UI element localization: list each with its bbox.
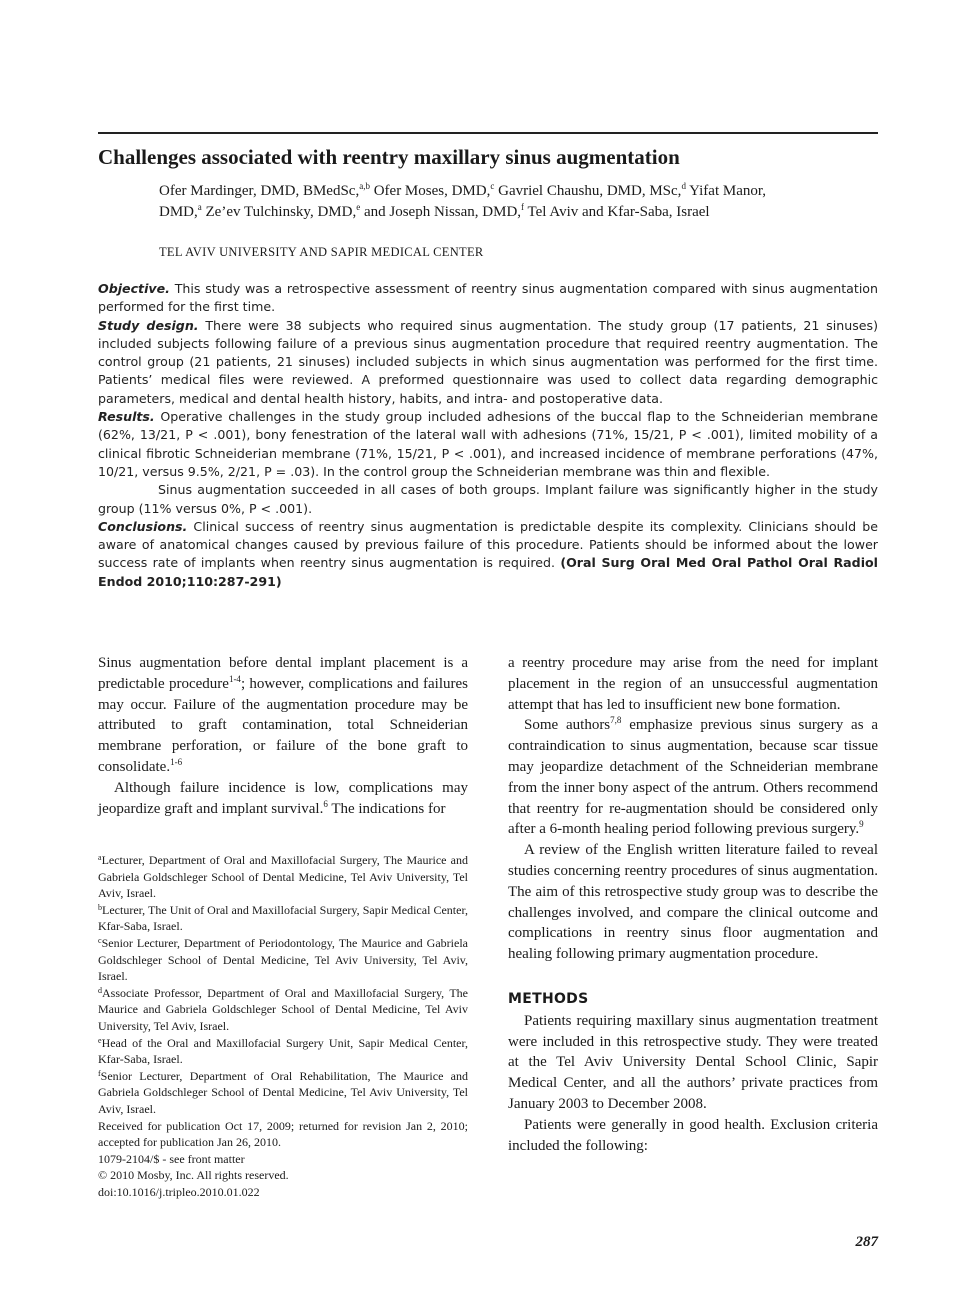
abstract-objective bbox=[98, 280, 878, 317]
abstract-label: Objective. bbox=[98, 281, 170, 296]
abstract-text: There were 38 subjects who required sinus augmentation. The study group (17 patients, 21 sinuses) included subjects following failure of a previous sinus augmentation procedure that required reentry augmentation. The control group (21 patients, 21 sinuses) included subjects in which sinus augmentation was performed for the first time. Patients’ medical files were reviewed. A preformed questionnaire was used to collect data regarding demographic parameters, medical and dental health history, habits, and intra- and postoperative data. bbox=[98, 317, 878, 406]
author-affiliation-mark: d bbox=[681, 181, 686, 191]
author-affiliation-mark: c bbox=[490, 181, 495, 191]
abstract-results bbox=[98, 408, 878, 481]
footnote-text: Lecturer, Department of Oral and Maxillofacial Surgery, The Maurice and Gabriela Goldschleger School of Dental Medicine, Tel Aviv University, Tel Aviv, Israel. bbox=[98, 853, 468, 901]
abstract-label: Conclusions. bbox=[98, 518, 188, 534]
body-text: emphasize previous sinus surgery as a contraindication to sinus augmentation, because scar tissue may jeopardize detachment of the Schneiderian membrane from the inner bony aspect of the antrum. Others recommend that reentry for re-augmentation should be considered only after a 6-month healing period following previous surgery. bbox=[508, 717, 879, 838]
body-text: ; however, complications and failures may occur. Failure of the augmentation procedure may be attributed to graft contamination, total Schneiderian membrane perforation, or failure of the bone graft to consolidate. bbox=[98, 675, 469, 775]
abstract bbox=[98, 280, 878, 591]
abstract-text: Operative challenges in the study group included adhesions of the buccal flap to the Schneiderian membrane (62%, 13/21, P < .001), bony fenestration of the lateral wall with adhesions (71%, 15/21, P < .001), limited mobility of a clinical fibrotic Schneiderian membrane (71%, 15/21, P < .001), and increased incidence of membrane perforations (47%, 10/21, versus 9.5%, 2/21, P = .03). In the control group the Schneiderian membrane was thin and flexible. bbox=[98, 409, 878, 479]
abstract-results-continued: Sinus augmentation succeeded in all cases of both groups. Implant failure was significantly higher in the study group (11% versus 0%, P < .001). bbox=[98, 482, 878, 516]
abstract-label: Results. bbox=[98, 409, 155, 425]
footnote-mark: a bbox=[98, 853, 102, 862]
author-name: Ze’ev Tulchinsky, DMD, bbox=[201, 203, 357, 220]
author-affiliation-mark: e bbox=[356, 201, 361, 212]
abstract-text: Clinical success of reentry sinus augmentation is predictable despite its complexity. Clinicians should be aware of anatomical changes caused by previous failure of this procedure. Patients should be informed about the lower success rate of implants when reentry sinus augmentation is required. bbox=[98, 518, 878, 571]
issn-line: 1079-2104/$ - see front matter bbox=[98, 1151, 245, 1166]
footnote-text: Lecturer, The Unit of Oral and Maxillofacial Surgery, Sapir Medical Center, Kfar-Saba, Israel. bbox=[98, 902, 468, 934]
footnote-text: Senior Lecturer, Department of Oral Rehabilitation, The Maurice and Gabriela Goldschleger School of Dental Medicine, Tel Aviv University, Tel Aviv, Israel. bbox=[98, 1068, 468, 1116]
reference-mark: 7,8 bbox=[610, 715, 622, 726]
author-location: Tel Aviv and Kfar-Saba, Israel bbox=[524, 203, 710, 220]
reference-mark: 1-6 bbox=[170, 756, 183, 767]
footnotes bbox=[98, 852, 468, 1200]
copyright-line: © 2010 Mosby, Inc. All rights reserved. bbox=[98, 1168, 289, 1183]
footnote-mark: b bbox=[98, 902, 102, 912]
journal-citation: (Oral Surg Oral Med Oral Pathol Oral Radiol Endod 2010;110:287-291) bbox=[98, 555, 878, 589]
body-paragraph: Patients requiring maxillary sinus augmentation treatment were included in this retrospective study. They were treated at the Tel Aviv University Dental School Clinic, Sapir Medical Center, and all the authors’ private practices from January 2003 to December 2008. bbox=[508, 1012, 878, 1112]
author-affiliation-mark: f bbox=[521, 201, 525, 212]
reference-mark: 9 bbox=[859, 819, 864, 830]
footnote-affiliation bbox=[98, 902, 468, 935]
body-text: Although failure incidence is low, complications may jeopardize graft and implant survival. bbox=[98, 779, 468, 817]
author-name: Yifat Manor, DMD, bbox=[159, 183, 767, 220]
author-name: Ofer Moses, DMD, bbox=[369, 183, 491, 199]
body-text: The indications for bbox=[327, 800, 446, 817]
footnote-affiliation bbox=[98, 935, 468, 985]
body-column-left bbox=[98, 653, 468, 819]
header-rule bbox=[98, 132, 878, 134]
body-paragraph bbox=[508, 715, 878, 840]
body-paragraph bbox=[98, 653, 468, 778]
section-heading-methods: METHODS bbox=[508, 990, 589, 1007]
footnote-mark: d bbox=[98, 985, 102, 995]
reference-mark: 6 bbox=[323, 798, 328, 809]
body-text: Sinus augmentation before dental implant placement is a predictable procedure bbox=[98, 655, 468, 692]
footnote-mark: c bbox=[98, 935, 102, 945]
page-number: 287 bbox=[855, 1234, 878, 1250]
body-paragraph bbox=[98, 778, 468, 820]
abstract-conclusions bbox=[98, 518, 878, 591]
publication-history: Received for publication Oct 17, 2009; returned for revision Jan 2, 2010; accepted for publication Jan 26, 2010. bbox=[98, 1118, 468, 1150]
footnote-affiliation bbox=[98, 1035, 468, 1068]
author-list bbox=[159, 181, 779, 222]
article-title: Challenges associated with reentry maxillary sinus augmentation bbox=[98, 145, 680, 169]
body-paragraph: A review of the English written literature failed to reveal studies concerning reentry procedures of sinus augmentation. The aim of this retrospective study group was to describe the challenges involved, and compare the clinical outcome and complications in reentry sinus floor augmentation and healing following primary augmentation procedure. bbox=[508, 842, 878, 963]
footnote-mark: e bbox=[98, 1035, 102, 1045]
doi-line[interactable]: doi:10.1016/j.tripleo.2010.01.022 bbox=[98, 1184, 260, 1199]
institution-line: TEL AVIV UNIVERSITY AND SAPIR MEDICAL CENTER bbox=[159, 245, 484, 259]
abstract-design bbox=[98, 317, 878, 408]
abstract-label: Study design. bbox=[98, 317, 199, 333]
footnote-affiliation bbox=[98, 985, 468, 1035]
author-name: Gavriel Chaushu, DMD, MSc, bbox=[494, 183, 682, 199]
footnote-text: Head of the Oral and Maxillofacial Surgery Unit, Sapir Medical Center, Kfar-Saba, Israel. bbox=[98, 1035, 468, 1067]
body-paragraph: a reentry procedure may arise from the need for implant placement in the region of an unsuccessful augmentation attempt that has led to insufficient new bone formation. bbox=[508, 655, 878, 713]
footnote-affiliation bbox=[98, 1068, 468, 1118]
author-name: Ofer Mardinger, DMD, BMedSc, bbox=[159, 183, 360, 199]
body-column-right bbox=[508, 653, 878, 1156]
reference-mark: 1-4 bbox=[228, 673, 241, 684]
footnote-text: Associate Professor, Department of Oral and Maxillofacial Surgery, The Maurice and Gabriela Goldschleger School of Dental Medicine, Tel Aviv University, Tel Aviv, Israel. bbox=[98, 985, 468, 1033]
author-name: and Joseph Nissan, DMD, bbox=[360, 203, 522, 220]
body-paragraph: Patients were generally in good health. Exclusion criteria included the following: bbox=[508, 1116, 878, 1154]
footnote-text: Senior Lecturer, Department of Periodontology, The Maurice and Gabriela Goldschleger School of Dental Medicine, Tel Aviv University, Tel Aviv, Israel. bbox=[98, 935, 468, 984]
footnote-mark: f bbox=[98, 1068, 101, 1078]
footnote-affiliation bbox=[98, 852, 468, 902]
abstract-text: This study was a retrospective assessment of reentry sinus augmentation compared with sinus augmentation performed for the first time. bbox=[98, 281, 878, 315]
author-affiliation-mark: a,b bbox=[359, 181, 370, 191]
body-text: Some authors bbox=[524, 717, 611, 734]
author-affiliation-mark: a bbox=[197, 201, 202, 212]
